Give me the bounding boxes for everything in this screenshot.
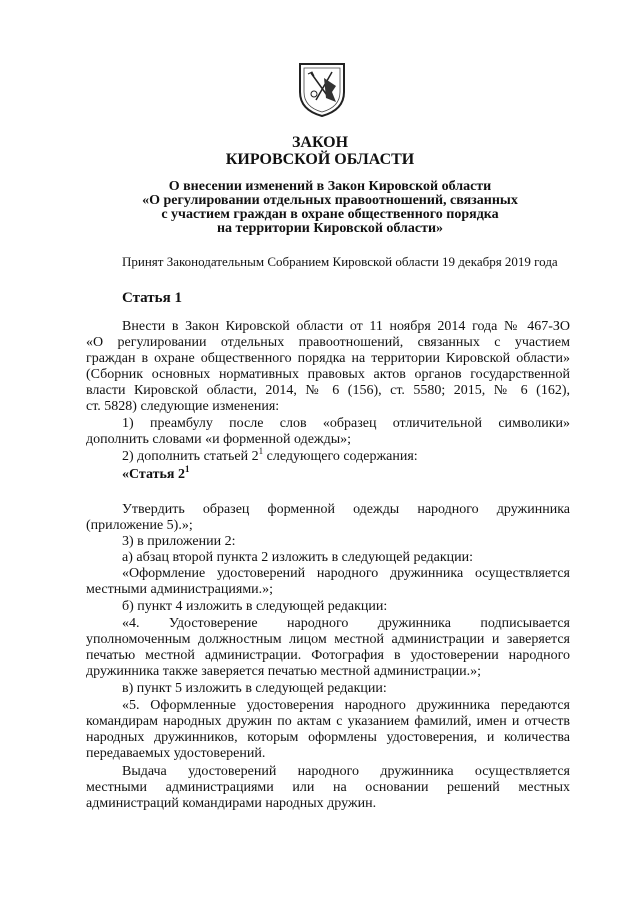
item-3a-text: «Оформление удостоверений народного дружинника осуществляется: [122, 566, 570, 581]
item-3b-text: печатью местной администрации. Фотография в удостоверении народного: [86, 648, 570, 663]
article-1-line: Внести в Закон Кировской области от 11 ноября 2014 года № 467-ЗО: [122, 319, 570, 334]
item-3c-text: передаваемых удостоверений.: [86, 746, 266, 761]
item-3b-text: дружинника также заверяется печатью местной администрации.»;: [86, 664, 481, 679]
item-1-line: дополнить словами «и форменной одежды»;: [86, 432, 352, 447]
article-1-line: «О регулировании отдельных правоотношений, связанных с участием: [86, 335, 570, 350]
item-3c-text: Выдача удостоверений народного дружинника осуществляется: [122, 764, 570, 779]
law-subtitle-line1: О внесении изменений в Закон Кировской области: [168, 179, 492, 194]
item-3c-line: в) пункт 5 изложить в следующей редакции:: [122, 681, 387, 696]
item-3c-text: народных дружинников, которым оформлены удостоверения, и количества: [86, 730, 570, 745]
article-1-line: граждан в охране общественного порядка на территории Кировской области»: [86, 351, 570, 366]
item-3c-text: «5. Оформленные удостоверения народного дружинника передаются: [122, 698, 570, 713]
item-3b-text: уполномоченным должностным лицом местной администрации и заверяется: [86, 632, 570, 647]
item-3-line: 3) в приложении 2:: [122, 534, 236, 549]
item-3b-text: «4. Удостоверение народного дружинника подписывается: [122, 616, 570, 631]
item-3a-line: а) абзац второй пункта 2 изложить в следующей редакции:: [122, 550, 474, 565]
item-3b-line: б) пункт 4 изложить в следующей редакции:: [122, 599, 388, 614]
item-2-line: 2) дополнить статьей $2^1$ следующего содержания:: [122, 446, 418, 464]
new-article-heading: «Статья $2^1$: [122, 464, 190, 482]
law-title-line1: ЗАКОН: [291, 134, 349, 151]
article-1-heading: Статья 1: [122, 290, 182, 306]
law-subtitle-line4: на территории Кировской области»: [216, 221, 444, 236]
item-3a-text: местными администрациями.»;: [86, 582, 274, 597]
coat-of-arms-emblem: [296, 58, 348, 118]
item-1-line: 1) преамбулу после слов «образец отличительной символики»: [122, 416, 570, 431]
adoption-note: Принят Законодательным Собранием Кировской области 19 декабря 2019 года: [122, 254, 558, 269]
approve-line: Утвердить образец форменной одежды народного дружинника: [122, 502, 570, 517]
approve-line: (приложение 5).»;: [86, 518, 193, 533]
article-1-line: (Сборник основных нормативных правовых актов органов государственной: [86, 367, 570, 382]
item-3c-text: администраций командирами народных дружин.: [86, 796, 377, 811]
law-title-line2: КИРОВСКОЙ ОБЛАСТИ: [225, 151, 415, 168]
item-3c-text: командирам народных дружин по актам с указанием фамилий, имен и отчеств: [86, 714, 570, 729]
article-1-line: ст. 5828) следующие изменения:: [86, 399, 280, 414]
law-subtitle-line3: с участием граждан в охране общественного порядка: [161, 207, 499, 222]
article-1-line: власти Кировской области, 2014, № 6 (156), ст. 5580; 2015, № 6 (162),: [86, 383, 570, 398]
law-subtitle-line2: «О регулировании отдельных правоотношений, связанных: [142, 193, 518, 208]
item-3c-text: местными администрациями или на основании решений местных: [86, 780, 570, 795]
